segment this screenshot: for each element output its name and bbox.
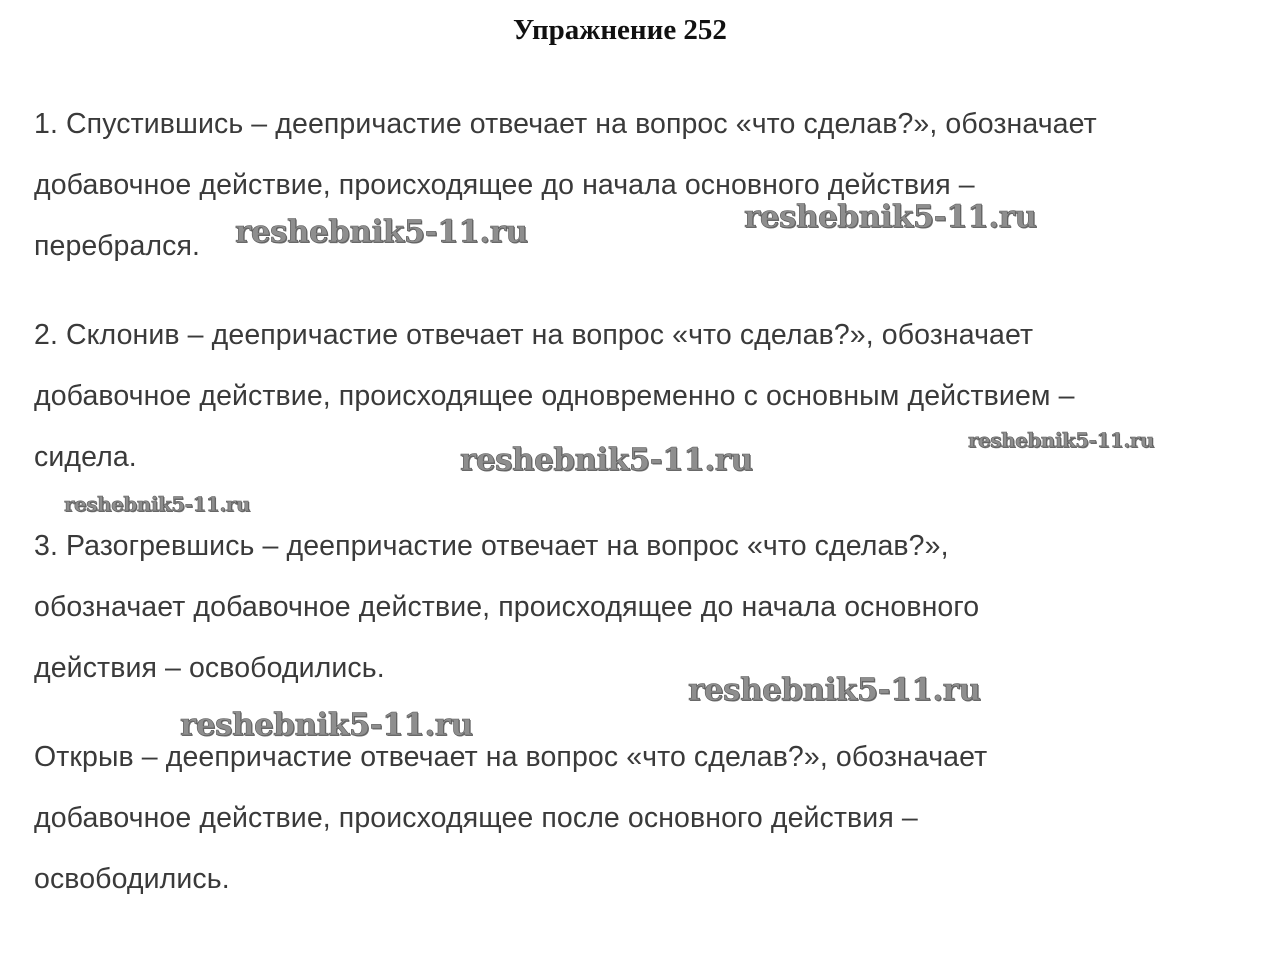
- watermark: reshebnik5-11.ru: [235, 214, 528, 250]
- paragraph-4-line-2: добавочное действие, происходящее после основного действия –: [34, 802, 918, 834]
- paragraph-3-line-2: обозначает добавочное действие, происходящее до начала основного: [34, 591, 980, 623]
- watermark: reshebnik5-11.ru: [744, 199, 1037, 235]
- paragraph-1-line-3: перебрался.: [34, 230, 201, 262]
- paragraph-1-line-2: добавочное действие, происходящее до начала основного действия –: [34, 169, 975, 201]
- watermark: reshebnik5-11.ru: [180, 707, 473, 743]
- paragraph-2-line-2: добавочное действие, происходящее одновременно с основным действием –: [34, 380, 1075, 412]
- page-title: Упражнение 252: [513, 14, 727, 46]
- paragraph-2-line-3: сидела.: [34, 441, 137, 473]
- watermark: reshebnik5-11.ru: [968, 428, 1154, 452]
- watermark: reshebnik5-11.ru: [688, 672, 981, 708]
- paragraph-3-line-1: 3. Разогревшись – деепричастие отвечает на вопрос «что сделав?»,: [34, 530, 949, 562]
- watermark: reshebnik5-11.ru: [64, 492, 250, 516]
- paragraph-4-line-3: освободились.: [34, 863, 230, 895]
- watermark: reshebnik5-11.ru: [460, 442, 753, 478]
- paragraph-1-line-1: 1. Спустившись – деепричастие отвечает на вопрос «что сделав?», обозначает: [34, 108, 1097, 140]
- paragraph-4-line-1: Открыв – деепричастие отвечает на вопрос «что сделав?», обозначает: [34, 741, 988, 773]
- paragraph-2-line-1: 2. Склонив – деепричастие отвечает на вопрос «что сделав?», обозначает: [34, 319, 1034, 351]
- paragraph-3-line-3: действия – освободились.: [34, 652, 385, 684]
